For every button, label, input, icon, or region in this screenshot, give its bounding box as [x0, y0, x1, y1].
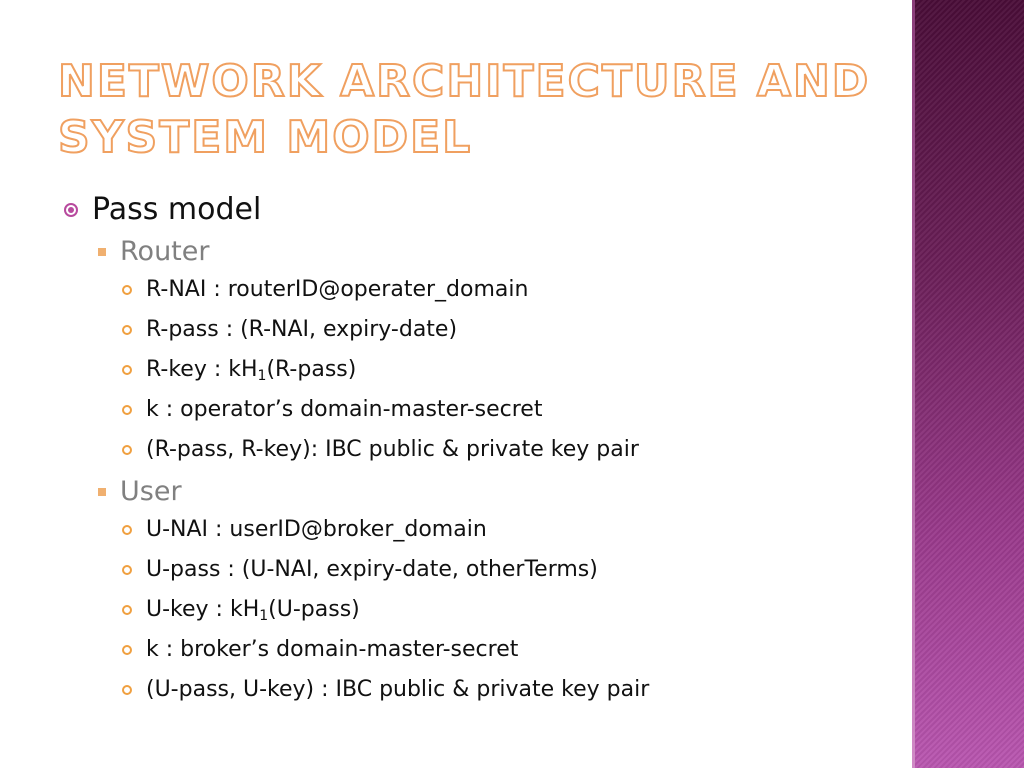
- side-band-edge: [912, 0, 915, 768]
- bullet-router: [98, 234, 892, 270]
- square-bullet-icon: [98, 488, 106, 496]
- user-item-text: U-pass : (U-NAI, expiry-date, otherTerms): [146, 557, 598, 582]
- ring-bullet-icon: [122, 525, 132, 535]
- router-item-nai: [120, 270, 892, 310]
- router-item-keypair: [120, 430, 892, 470]
- user-key-prefix: U-key : kH: [146, 597, 260, 622]
- router-key-prefix: R-key : kH: [146, 357, 258, 382]
- router-item-secret: [120, 390, 892, 430]
- user-item-text: U-NAI : userID@broker_domain: [146, 517, 487, 542]
- decorative-side-band: [912, 0, 1024, 768]
- user-item-nai: [120, 510, 892, 550]
- router-item-text: R-pass : (R-NAI, expiry-date): [146, 317, 458, 342]
- user-item-text: (U-pass, U-key) : IBC public & private key pair: [146, 677, 650, 702]
- router-key-suffix: (R-pass): [266, 357, 357, 382]
- user-item-secret: [120, 630, 892, 670]
- circle-bullet-icon: [64, 203, 78, 217]
- ring-bullet-icon: [122, 285, 132, 295]
- slide-content: [62, 190, 892, 710]
- user-item-pass: [120, 550, 892, 590]
- user-item-text: k : broker’s domain-master-secret: [146, 637, 519, 662]
- slide-title: NETWORK ARCHITECTURE AND SYSTEM MODEL: [58, 56, 871, 163]
- bullet-pass-model: [62, 190, 892, 230]
- router-item-key: [120, 350, 892, 390]
- ring-bullet-icon: [122, 605, 132, 615]
- user-item-key: [120, 590, 892, 630]
- user-label: User: [120, 476, 182, 507]
- user-key-subscript: 1: [259, 608, 269, 624]
- router-key-subscript: 1: [257, 368, 267, 384]
- square-bullet-icon: [98, 248, 106, 256]
- router-item-pass: [120, 310, 892, 350]
- router-item-text: R-NAI : routerID@operater_domain: [146, 277, 529, 302]
- ring-bullet-icon: [122, 565, 132, 575]
- ring-bullet-icon: [122, 685, 132, 695]
- pass-model-heading: Pass model: [92, 192, 262, 227]
- router-item-text: (R-pass, R-key): IBC public & private key pair: [146, 437, 639, 462]
- ring-bullet-icon: [122, 405, 132, 415]
- ring-bullet-icon: [122, 325, 132, 335]
- ring-bullet-icon: [122, 445, 132, 455]
- router-item-text: k : operator’s domain-master-secret: [146, 397, 543, 422]
- router-label: Router: [120, 236, 210, 267]
- ring-bullet-icon: [122, 365, 132, 375]
- bullet-user: [98, 474, 892, 510]
- ring-bullet-icon: [122, 645, 132, 655]
- user-key-suffix: (U-pass): [268, 597, 360, 622]
- user-item-keypair: [120, 670, 892, 710]
